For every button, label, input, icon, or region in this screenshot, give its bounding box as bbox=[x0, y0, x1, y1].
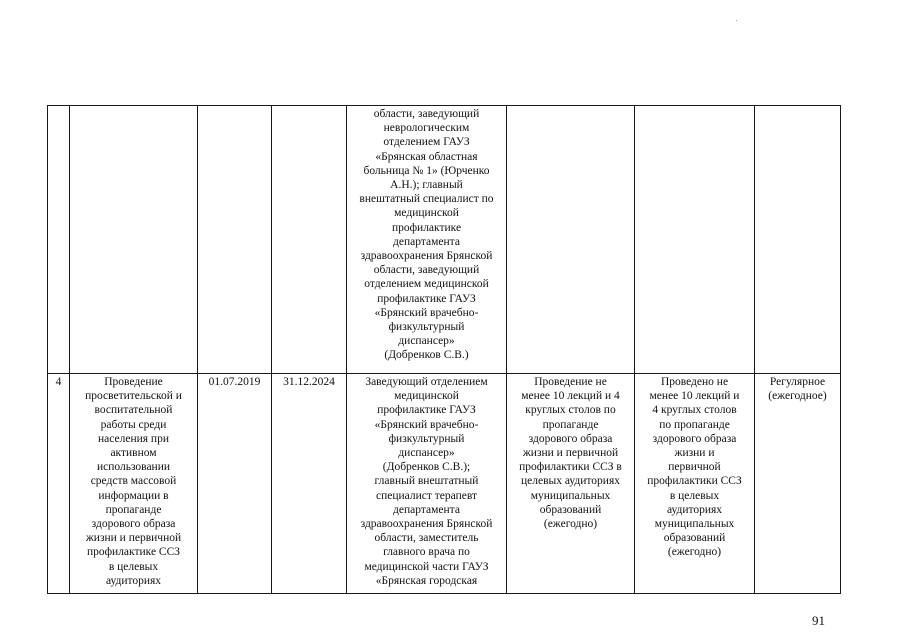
row-number: 4 bbox=[48, 374, 70, 594]
table-row bbox=[48, 374, 841, 594]
periodicity-cell bbox=[755, 106, 841, 374]
responsible-cell: Заведующий отделением медицинской профилактике ГАУЗ «Брянский врачебно- физкультурный диспансер» (Добренков С.В.); главный внештатный специалист терапевт департамента здравоохранения Брянской области, заместитель главного врача по медицинской части ГАУЗ «Брянская городская bbox=[347, 374, 507, 594]
indicator-cell bbox=[507, 106, 635, 374]
start-date-cell: 01.07.2019 bbox=[198, 374, 272, 594]
row-number bbox=[48, 106, 70, 374]
measures-table bbox=[47, 105, 841, 594]
event-cell bbox=[70, 106, 198, 374]
end-date-cell: 31.12.2024 bbox=[272, 374, 347, 594]
scan-speck bbox=[736, 20, 737, 21]
indicator-cell: Проведение не менее 10 лекций и 4 круглых столов по пропаганде здорового образа жизни и первичной профилактики ССЗ в целевых аудиториях муниципальных образований (ежегодно) bbox=[507, 374, 635, 594]
periodicity-cell: Регулярное (ежегодное) bbox=[755, 374, 841, 594]
responsible-cell: области, заведующий неврологическим отделением ГАУЗ «Брянская областная больница № 1» (Юрченко А.Н.); главный внештатный специалист по медицинской профилактике департамента здравоохранения Брянской области, заведующий отделением медицинской профилактике ГАУЗ «Брянский врачебно- физкультурный диспансер» (Добренков С.В.) bbox=[347, 106, 507, 374]
start-date-cell bbox=[198, 106, 272, 374]
result-cell: Проведено не менее 10 лекций и 4 круглых столов по пропаганде здорового образа жизни и первичной профилактики ССЗ в целевых аудиториях муниципальных образований (ежегодно) bbox=[635, 374, 755, 594]
end-date-cell bbox=[272, 106, 347, 374]
result-cell bbox=[635, 106, 755, 374]
page-number: 91 bbox=[812, 613, 825, 628]
table-row bbox=[48, 106, 841, 374]
event-cell: Проведение просветительской и воспитательной работы среди населения при активном использовании средств массовой информации в пропаганде здорового образа жизни и первичной профилактике ССЗ в целевых аудиториях bbox=[70, 374, 198, 594]
